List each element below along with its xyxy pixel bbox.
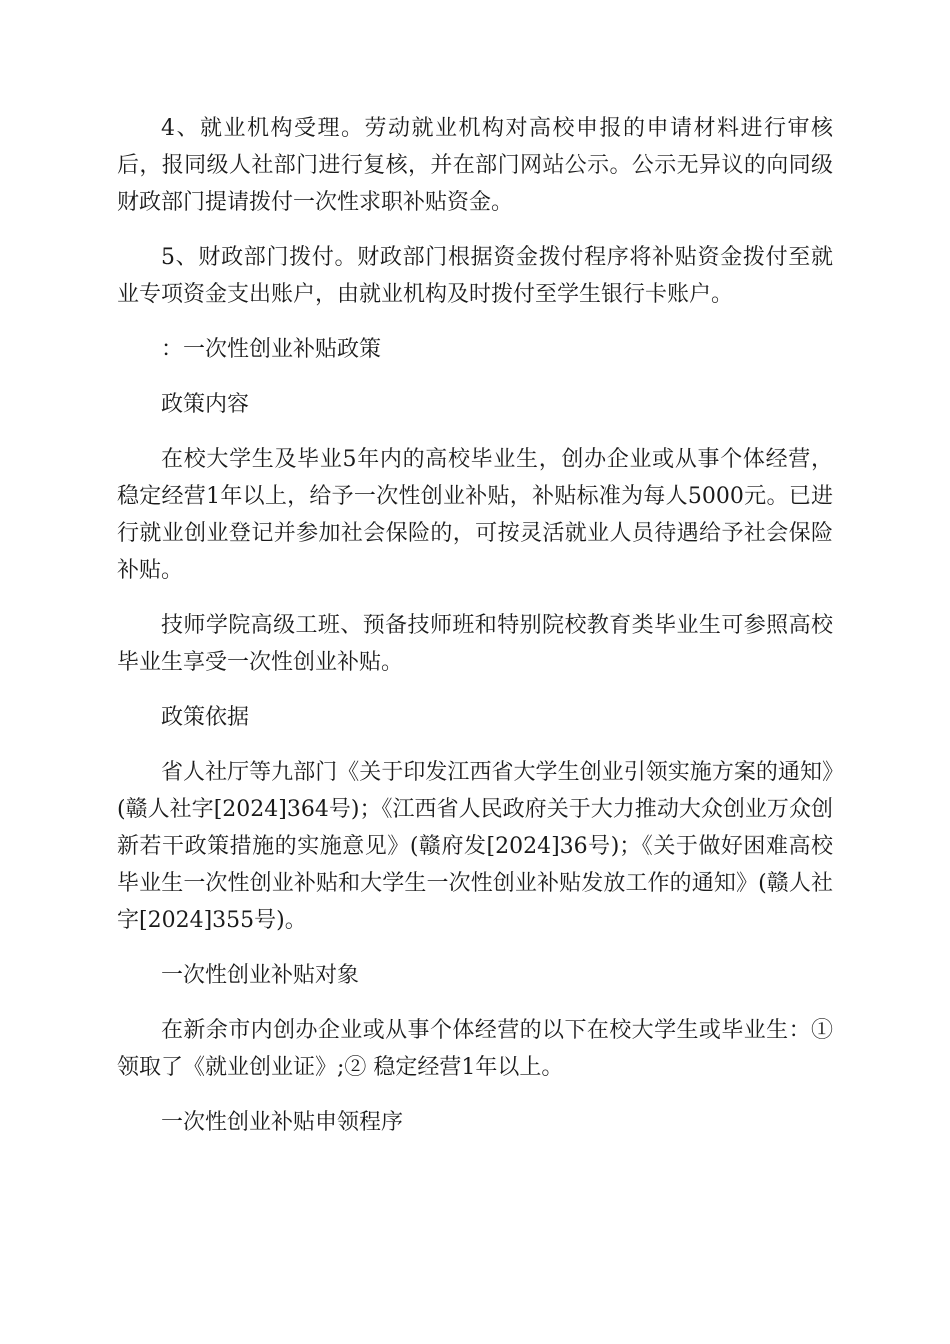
paragraph-subsidy-recipients: 在新余市内创办企业或从事个体经营的以下在校大学生或毕业生：①领取了《就业创业证》;② 稳定经营1年以上。 — [117, 1018, 833, 1080]
subheading-subsidy-recipients: 一次性创业补贴对象 — [161, 963, 360, 988]
subheading-policy-content: 政策内容 — [161, 392, 250, 417]
subheading-policy-basis: 政策依据 — [161, 705, 250, 730]
paragraph-step4-agency-acceptance: 4、就业机构受理。劳动就业机构对高校申报的申请材料进行审核后，报同级人社部门进行复核，并在部门网站公示。公示无异议的向同级财政部门提请拨付一次性求职补贴资金。 — [117, 116, 833, 215]
paragraph-step5-finance-disbursement: 5、财政部门拨付。财政部门根据资金拨付程序将补贴资金拨付至就业专项资金支出账户，由就业机构及时拨付至学生银行卡账户。 — [117, 245, 833, 307]
paragraph-policy-basis: 省人社厅等九部门《关于印发江西省大学生创业引领实施方案的通知》(赣人社字[2024]364号)；《江西省人民政府关于大力推动大众创业万众创新若干政策措施的实施意见》(赣府发[2024]36号)；《关于做好困难高校毕业生一次性创业补贴和大学生一次性创业补贴发放工作的通知》(赣人社字[2024]355号)。 — [117, 760, 833, 933]
paragraph-policy-content: 在校大学生及毕业5年内的高校毕业生，创办企业或从事个体经营，稳定经营1年以上，给予一次性创业补贴，补贴标准为每人5000元。已进行就业创业登记并参加社会保险的，可按灵活就业人员待遇给予社会保险补贴。 — [117, 447, 833, 583]
subheading-application-procedure: 一次性创业补贴申领程序 — [161, 1110, 404, 1135]
section-heading-startup-subsidy-policy: ：一次性创业补贴政策 — [161, 337, 382, 362]
document-body — [117, 110, 833, 1159]
paragraph-technician-graduates: 技师学院高级工班、预备技师班和特别院校教育类毕业生可参照高校毕业生享受一次性创业补贴。 — [117, 613, 833, 675]
